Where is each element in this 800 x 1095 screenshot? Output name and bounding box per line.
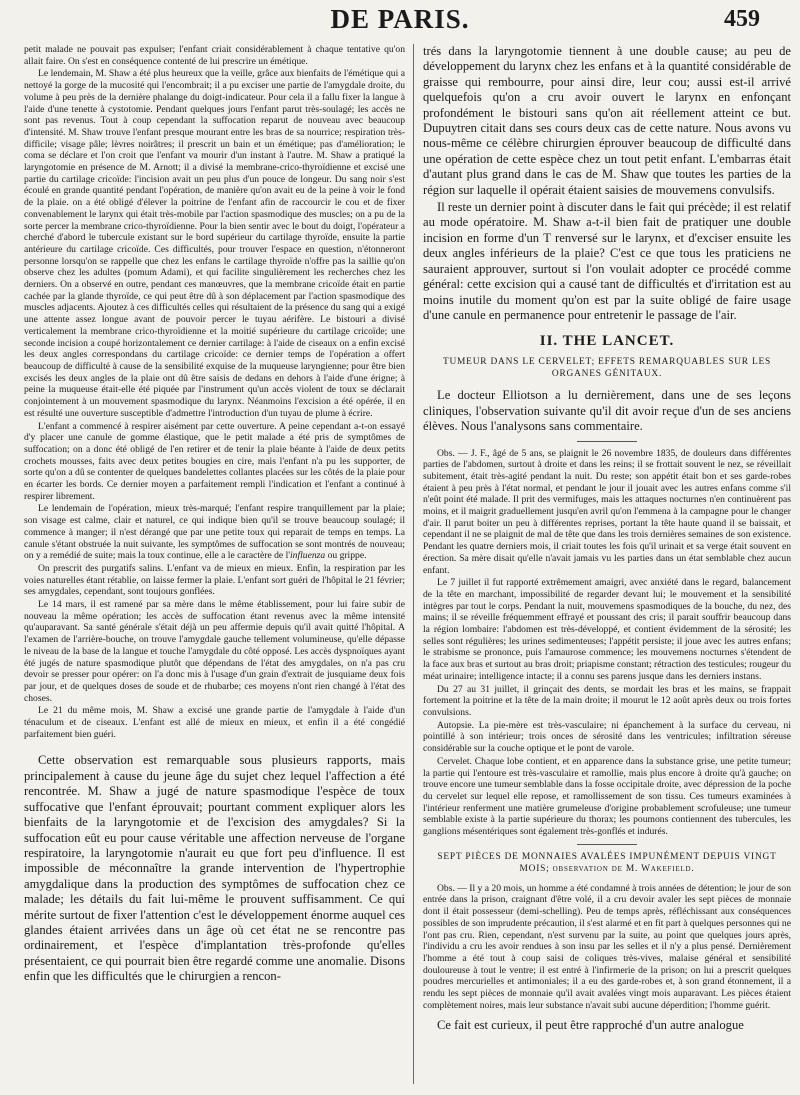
paragraph: Du 27 au 31 juillet, il grinçait des dents, se mordait les bras et les mains, se frappait fortement la poitrine et la tête de la main droite; il mourut le 12 août après deux ou trois fortes convulsions. bbox=[423, 683, 791, 718]
separator-rule bbox=[577, 441, 637, 442]
paragraph bbox=[24, 503, 405, 562]
subsection-title: SEPT PIÈCES DE MONNAIES AVALÉES IMPUNÉMENT DEPUIS VINGT MOIS; observation de M. Wakefield. bbox=[437, 851, 777, 874]
italic-term: influenza bbox=[289, 550, 326, 562]
paragraph: Le docteur Elliotson a lu dernièrement, dans une de ses leçons cliniques, l'observation suivante qu'il dit avoir reçue d'un de ses anciens élèves. Nous l'analysons sans commentaire. bbox=[423, 388, 791, 434]
paragraph: Cervelet. Chaque lobe contient, et en apparence dans la substance grise, une petite tumeur; la partie qui l'entoure est très-vasculaire et ramollie, mais plus encore à droite qu'à gauche; on trouve encore une tumeur semblable dans la fosse occipitale droite, avec dépression de la poche du cervelet sur lequel elle repose, et ramollissement de son tissu. Ces tumeurs examinées à l'intérieur renferment une matière grumeleuse d'origine probablement scrofuleuse; une tumeur semblable existe à la partie supérieure du thorax; les poumons contiennent des tubercules, les ganglions mésentériques sont également très-gonflés et indurés. bbox=[423, 755, 791, 838]
paragraph: On prescrit des purgatifs salins. L'enfant va de mieux en mieux. Enfin, la respiration par les voies naturelles étant rétablie, on laisse fermer la plaie. L'enfant sort guéri de l'hôpital le 21 février; ses amygdales, cependant, sont toujours gonflées. bbox=[24, 562, 405, 598]
paragraph: Ce fait est curieux, il peut être rapproché d'un autre analogue bbox=[437, 1018, 744, 1033]
paragraph: Le 7 juillet il fut rapporté extrêmement amaigri, avec anxiété dans le regard, balancement de la tête en marchant, impossibilité de regarder devant lui; le mouvement et la sensibilité intègres par tout le corps. Pendant la nuit, mouvemens spasmodiques de la bouche, du nez, des mains; il se réveille fréquemment effrayé et poussant des cris; il parait souffrir beaucoup dans la région lombaire: l'abdomen est très-développé, et contient évidemment de la sérosité; les selles sont régulières; les urines sedimenteuses; l'appétit persiste; il joue avec les autres enfans; le strabisme se prononce, puis l'amaurose commence; les mouvemens nocturnes s'étendent de la face aux bras et surtout au bras droit; priapisme constant; rétraction des testicules; rougeur du méat urinaire; intelligence intacte; il a connu ses parens jusque dans les derniers instans. bbox=[423, 577, 791, 682]
paragraph: L'enfant a commencé à respirer aisément par cette ouverture. A peine cependant a-t-on essayé d'y placer une canule de gomme élastique, que le petit malade a été pris de symptômes de suffocation; on a donc été obligé de l'en retirer et de tenir la plaie béante à l'aide de deux petits crochets mousses, faits avec deux petites bougies en cire, mais l'enfant n'a pu les supporter, de sorte qu'on a dû se contenter de quelques bandelettes collantes placées sur les côtés de la plaie pour en écarter les bords. Ce dernier moyen a parfaitement rempli l'indication et l'enfant a continué à respirer librement. bbox=[24, 420, 405, 502]
left-column bbox=[24, 44, 405, 1089]
paragraph: Il reste un dernier point à discuter dans le fait qui précède; il est relatif au mode opératoire. M. Shaw a-t-il bien fait de pratiquer une double incision en forme d'un T renversé sur le larynx, et d'exciser ensuite les deux angles inférieurs de la plaie? C'est ce que tous les praticiens ne sauraient approuver, surtout si l'on voulait adopter ce procédé comme général: cette excision qui a causé tant de difficultés et d'irritation est au moins inutile du moment qu'on est par la suite obligé de faire usage d'une canule en permanence pour entretenir le passage de l'air. bbox=[423, 200, 791, 322]
paragraph: Le lendemain, M. Shaw a été plus heureux que la veille, grâce aux bienfaits de l'émétique qui a nettoyé la gorge de la mucosité qui l'encombrait; il a pu exciser une partie de l'amygdale droite, du volume à peu près de la dernière phalange du doigt-indicateur. Pour cela il a fallu fixer la langue à l'aide d'une tenette à cystotomie. Pendant quelques jours l'enfant parut très-soulagé; les accès ne sont pas revenus. Tout à coup cependant la suffocation reparut de nouveau avec beaucoup d'intensité. M. Shaw trouve l'enfant presque mourant entre les bras de sa nourrice; respiration très-difficile; visage pâle; lèvres noirâtres; il prescrit un bain et un émétique; pas d'amélioration; le coma se déclare et l'on croit que l'enfant va mourir d'un instant à l'autre. M. Shaw a pratiqué la laryngotomie en présence de M. Arnott; il a divisé la membrane-crico-thyroïdienne et excisé une partie du cartilage cricoïde: l'incision avait un peu plus d'un pouce de longeur. Du sang noir s'est écoulé en grande quantité pendant l'opération, de manière qu'on avait eu de la peine à voir le fond de la plaie. on a été obligé d'élever la poitrine de l'enfant afin de raccourcir le cou et de fixer convenablement le larynx qui était très-mobile par l'action spasmodique des muscles; on a pu de la sorte percer la membrane crico-thyroïdienne. Pour la bien sentir avec le bout du doigt, l'opérateur a cherché d'abord le tubercule existant sur le bord supérieur du cartilage thyroïde, ensuite la partie antérieure du cartilage cricoïde. Ces difficultés, pour trouver l'espace en question, n'étonneront personne lorsqu'on se rappelle que chez les enfans le cartilage thyroïde n'offre pas la saillie qu'on observe chez les adultes (pomum Adami), et qui facilite singulièrement les recherches chez les derniers. On a observé en outre, pendant ces manœuvres, que la membrane cricoïde était en partie cachée par la glande thyroïde, ce qui peut être dû à son déplacement par l'action spasmodique des muscles adjacents. Ajoutez à ces difficultés celles qui résultaient de la présence du sang qui a exigé une attente assez longue avant de pouvoir percer le tuyau aérifère. Le bistouri a divisé verticalement la membrane crico-thyroïdienne et la moitié supérieure du cartilage cricoïde; une seconde incision a coupé horizontalement ce dernier cartilage: à l'aide de ciseaux on a enfin excisé les deux angles correspondans du cartilage cricoïde: ce dernier temps de l'opération a offert beaucoup de difficulté à cause de la sensibilité exquise de la muqueuse laryngienne; pour être bien excisés les deux angles de la plaie ont dû être saisis de dedans en dehors à l'aide d'une érigne; à peine la muqueuse était-elle été piquée par l'instrument qu'un accès violent de toux se déclarait conjointement à un mouvement spasmodique du larynx. Néanmoins l'excision a été opérée, il en est résulté une ouverture susceptible d'admettre l'introduction d'un tuyau de plume à écrire. bbox=[24, 68, 405, 419]
right-column bbox=[423, 44, 791, 1089]
observation-small-text bbox=[423, 883, 791, 1012]
paragraph: Le 14 mars, il est ramené par sa mère dans le même établissement, pour lui faire subir de nouveau la même opération; les accès de suffocation étant revenus avec la même intensité qu'auparavant. Sa santé générale s'était déjà un peu affermie depuis qu'il avait quitté l'hôpital. A l'examen de l'arrière-bouche, on trouve l'amygdale gauche tellement volumineuse, qu'elle dépasse le niveau de la base de la langue et touche l'amygdale du côté opposé. Les accès dyspnoïques ayant été jugés de nature spasmodique plutôt que dépendans de l'état des amygdales, on n'a pas cru devoir se presser pour opérer: on l'a donc mis à l'usage d'un grain d'extrait de jusquiame deux fois par jour, et de quelques doses de soude et de rhubarbe; ces moyens n'ont rien changé à l'état des choses. bbox=[24, 599, 405, 704]
page-title: DE PARIS. bbox=[330, 4, 470, 34]
paragraph: Cette observation est remarquable sous plusieurs rapports, mais principalement à cause du jeune âge du sujet chez lequel l'affection a été rencontrée. M. Shaw a jugé de nature spasmodique l'espèce de toux suffocative que l'enfant éprouvait; pourtant comment expliquer alors les bienfaits de la laryngotomie et de l'excision des amygdales? Si la suffocation eût eu pour cause véritable une affection nerveuse de l'organe respiratoire, la laryngotomie n'aurait eu que fort peu d'influence. Il est impossible de méconnaître la grande intervention de l'hypertrophie amygdalique dans la production des symptômes de suffocation chez ce malade; les détails du fait lui-même le prouvent suffisamment. Ce qui mérite surtout de fixer l'attention c'est le développement énorme auquel ces glandes étaient arrivées dans un âge où cet état ne se rencontre pas ordinairement, et l'espèce d'implantation très-profonde qu'elles présentaient, ce qui pourrait bien être regardé comme une anomalie. Disons enfin que les difficultés que le chirurgien a rencon- bbox=[24, 753, 405, 984]
page-number: 459 bbox=[724, 6, 760, 32]
subsection-title: TUMEUR DANS LE CERVELET; EFFETS REMARQUABLES SUR LES ORGANES GÉNITAUX. bbox=[442, 357, 772, 380]
case-report-small-text bbox=[24, 44, 405, 740]
page-header bbox=[0, 0, 800, 40]
paragraph-tail: ou grippe. bbox=[325, 550, 367, 562]
paragraph: petit malade ne pouvait pas expulser; l'enfant criait considérablement à chaque tentative qu'on allait faire. On s'est en conséquence contenté de lui prescrire un émétique. bbox=[24, 44, 405, 67]
paragraph: Obs. — Il y a 20 mois, un homme a été condamné à trois années de détention; le jour de son entrée dans la prison, craignant d'être volé, il a cru devoir avaler les sept pièces de monnaie dont il était possesseur (demi-schelling). Peu de temps après, réfléchissant aux conséquences possibles de son imprudente précaution, il s'est alarmé et en fit part à quelques personnes qui ne l'ont pas cru. Rien, cependant, n'est survenu par la suite, au point que quelques jours après, l'individu a cru les avoir rendues à son insu par les selles et il n'y a plus pensé. Dernièrement l'homme a été tout à coup saisi de coliques très-vives, malaise général et sensibilité douloureuse à tout le ventre; il est entré à l'infirmerie de la prison; on lui a prescrit quelques poudres mercurielles et antimoniales; il a eu des garde-robes et, à son grand étonnement, il a rendu les sept pièces de monnaie qu'il avait avalées vingt mois auparavant. Les pièces étaient complètement noires, mais leur substance n'avait subi aucune déperdition; l'homme guérit. bbox=[423, 882, 791, 1011]
observation-small-text bbox=[423, 448, 791, 838]
separator-rule bbox=[577, 844, 637, 845]
closing-text bbox=[423, 1018, 791, 1033]
paragraph: Autopsie. La pie-mère est très-vasculaire; ni épanchement à la surface du cerveau, ni pointillé à son intérieur; trois onces de sérosité dans les ventricules; infiltration séreuse considérable sur la couche optique et le pont de varole. bbox=[423, 719, 791, 755]
commentary-continued bbox=[423, 44, 791, 323]
paragraph: Le 21 du même mois, M. Shaw a excisé une grande partie de l'amygdale à l'aide d'un ténaculum et de ciseaux. L'enfant est allé de mieux en mieux, et enfin il a été congédié parfaitement bien guéri. bbox=[24, 705, 405, 740]
commentary-large-text bbox=[24, 753, 405, 984]
paragraph-text: Le lendemain de l'opération, mieux très-marqué; l'enfant respire tranquillement par la plaie; son visage est calme, clair et naturel, ce qui indique bien qu'il se trouve beaucoup soulagé; il commence à manger; il n'est dérangé que par une petite toux qui reparait de temps en temps. La canule s'étant obstruée la nuit suivante, les symptômes de suffocation se sont montrés de nouveau; on y a remédié de suite; mais la toux continue, elle a le caractère de l' bbox=[24, 503, 405, 562]
lancet-intro bbox=[423, 388, 791, 434]
paragraph: trés dans la laryngotomie tiennent à une double cause; au peu de développement du larynx chez les enfans et à la quantité considérable de graisse qui rembourre, pour ainsi dire, leur cou; aussi est-il arrivé quelquefois qu'on a cru avoir ouvert le larynx en enfonçant profondément le bistouri sans qu'on ait réellement atteint ce but. Dupuytren citait dans ses cours deux cas de cette nature. Nous avons vu nous-même ce célèbre chirurgien éprouver beaucoup de difficulté dans une opération de cette espèce chez un tout petit enfant. L'embarras était d'autant plus grand dans le cas de M. Shaw que toutes les parties de la région sur laquelle il opérait étaient saisies de mouvemens convulsifs. bbox=[423, 44, 791, 197]
column-divider bbox=[413, 44, 414, 1084]
paragraph: Obs. — J. F., âgé de 5 ans, se plaignit le 26 novembre 1835, de douleurs dans différentes parties de l'abdomen, surtout à droite et dans les reins; il se frottait souvent le nez, se réveillait subitement, était très-agité pendant la nuit. Du reste; son appétit était bon et ses garde-robes étaient à peu près à l'état normal, et pendant le jour il jouait avec les autres enfans comme s'il n'eût point été malade. Il prit des vermifuges, mais les attaques nocturnes n'en continuèrent pas moins, et il maigrit graduellement jusqu'en avril qu'on l'emmena à la campagne pour le changer d'air. Il parut boiter un peu à différentes reprises, portant la tête haute quand il se baissait, et cependant il ne se plaignit de mal de tête que dans les trois dernières semaines de son existence. Pendant les quatre derniers mois, il criait toutes les fois qu'il urinait et sa verge était souvent en érection. Sa mère disait qu'elle n'avait jamais vu les parties dans un état semblable chez aucun enfant. bbox=[423, 447, 791, 576]
section-title: II. THE LANCET. bbox=[539, 333, 675, 350]
